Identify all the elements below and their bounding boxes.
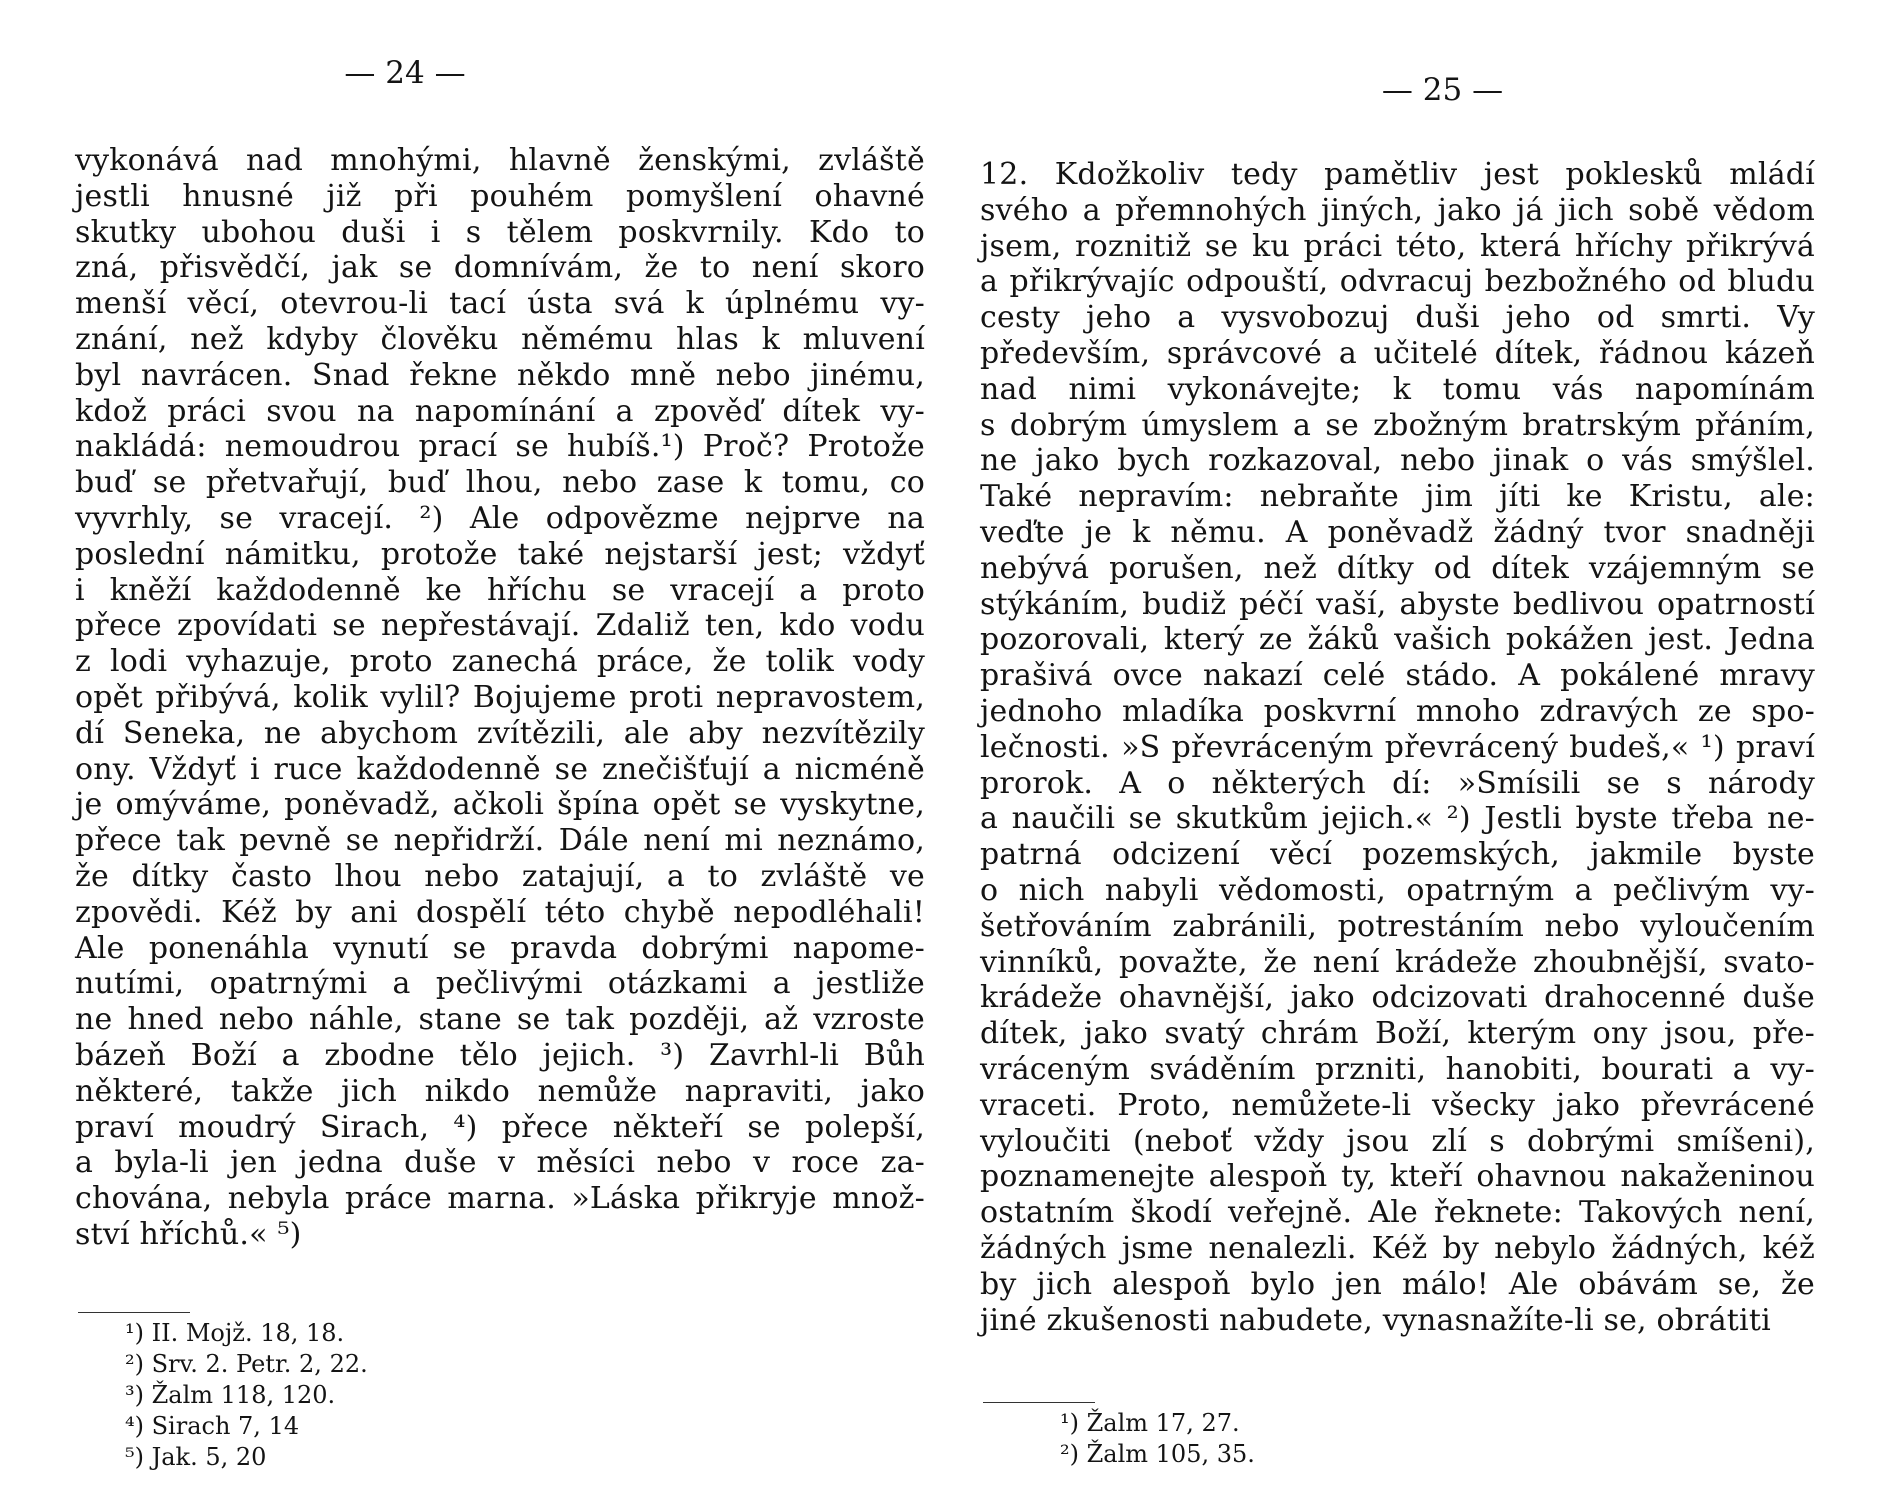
footnote: ³) Žalm 118, 120. [125,1381,336,1409]
footnotes [1060,1408,1255,1470]
text-line: z lodi vyhazuje, proto zanechá práce, že tolik vody [75,644,925,680]
footnote-rule [983,1402,1095,1403]
text-line: 12. Kdožkoliv tedy pamětliv jest poklesků mládí [980,157,1815,192]
text-line: je omýváme, poněvadž, ačkoli špína opět se vyskytne, [75,787,925,823]
text-line: veďte je k němu. A poněvadž žádný tvor snadněji [980,514,1815,550]
text-line: zná, přisvědčí, jak se domnívám, že to není skoro [75,250,925,286]
footnote: ¹) Žalm 17, 27. [1060,1409,1240,1437]
text-line: dí Seneka, ne abychom zvítězili, ale aby nezvítězily [75,715,925,751]
text-line: jiné zkušenosti nabudete, vynasnažíte-li se, obrátiti [980,1302,1771,1338]
text-line: Také nepravím: nebraňte jim jíti ke Kristu, ale: [980,479,1815,515]
text-line: ony. Vždyť i ruce každodenně se znečišťují a nicméně [75,751,925,787]
text-line: svého a přemnohých jiných, jako já jich sobě vědom [980,192,1815,228]
text-line: chována, nebyla práce marna. »Láska přikryje množ- [75,1181,925,1217]
text-line: Ale ponenáhla vynutí se pravda dobrými napome- [75,930,925,966]
footnote: ²) Srv. 2. Petr. 2, 22. [125,1350,368,1378]
text-line: vyvrhly, se vracejí. ²) Ale odpovězme nejprve na [75,500,925,536]
footnotes [125,1318,368,1473]
text-line: by jich alespoň bylo jen málo! Ale obávám se, že [980,1266,1815,1302]
page-number: — 24 — [344,55,466,91]
footnote: ⁴) Sirach 7, 14 [125,1412,300,1440]
text-line: žádných jsme nenalezli. Kéž by nebylo žádných, kéž [980,1230,1815,1266]
text-line: a byla-li jen jedna duše v měsíci nebo v roce za- [75,1145,925,1181]
text-line: praví moudrý Sirach, ⁴) přece někteří se polepší, [75,1109,925,1145]
text-line: vráceným sváděním przniti, hanobiti, bourati a vy- [980,1051,1815,1087]
text-line: skutky ubohou duši i s tělem poskvrnily. Kdo to [75,214,925,250]
text-line: některé, takže jich nikdo nemůže napraviti, jako [75,1073,925,1109]
footnote: ²) Žalm 105, 35. [1060,1440,1255,1468]
text-line: bázeň Boží a zbodne tělo jejich. ³) Zavrhl-li Bůh [75,1037,925,1073]
text-line: ne hned nebo náhle, stane se tak později, až vzroste [75,1002,925,1038]
text-line: menší věcí, otevrou-li tací ústa svá k úplnému vy- [75,286,925,322]
text-line: ství hříchů.« ⁵) [75,1216,302,1252]
text-line: nutími, opatrnými a pečlivými otázkami a jestliže [75,966,925,1002]
text-line: poznamenejte alespoň ty, kteří ohavnou nakaženinou [980,1159,1815,1195]
text-line: ne jako bych rozkazoval, nebo jinak o vás smýšlel. [980,443,1815,479]
left-page [75,0,925,1500]
text-line: prorok. A o některých dí: »Smísili se s národy [980,765,1815,801]
footnote: ¹) II. Mojž. 18, 18. [125,1319,345,1347]
text-line: dítek, jako svatý chrám Boží, kterým ony jsou, pře- [980,1016,1815,1052]
text-line: a přikrývajíc odpouští, odvracuj bezbožného od bludu [980,264,1815,300]
body-text [75,143,925,1253]
text-line: poslední námitku, protože také nejstarší jest; vždyť [75,536,925,572]
footnote-rule [78,1312,190,1313]
text-line: opět přibývá, kolik vylil? Bojujeme proti nepravostem, [75,679,925,715]
text-line: kdož práci svou na napomínání a zpověď dítek vy- [75,393,925,429]
text-line: cesty jeho a vysvobozuj duši jeho od smrti. Vy [980,300,1815,336]
text-line: s dobrým úmyslem a se zbožným bratrským přáním, [980,407,1815,443]
text-line: nakládá: nemoudrou prací se hubíš.¹) Proč? Protože [75,429,925,465]
text-line: přece tak pevně se nepřidrží. Dále není mi neznámo, [75,823,925,859]
text-line: stýkáním, budiž péčí vaší, abyste bedlivou opatrností [980,586,1815,622]
text-line: jestli hnusné již při pouhém pomyšlení ohavné [75,178,925,214]
text-line: vraceti. Proto, nemůžete-li všecky jako převrácené [980,1087,1815,1123]
text-line: šetřováním zabránili, potrestáním nebo vyloučením [980,908,1815,944]
text-line: byl navrácen. Snad řekne někdo mně nebo jinému, [75,357,925,393]
text-line: vykonává nad mnohými, hlavně ženskými, zvláště [75,143,925,178]
text-line: vyloučiti (neboť vždy jsou zlí s dobrými smíšeni), [980,1123,1815,1159]
text-line: především, správcové a učitelé dítek, řádnou kázeň [980,335,1815,371]
text-line: nebývá porušen, než dítky od dítek vzájemným se [980,550,1815,586]
text-line: i kněží každodenně ke hříchu se vracejí a proto [75,572,925,608]
text-line: prašivá ovce nakazí celé stádo. A pokálené mravy [980,658,1815,694]
body-text [980,157,1815,1338]
text-line: krádeže ohavnější, jako odcizovati drahocenné duše [980,980,1815,1016]
text-line: buď se přetvařují, buď lhou, nebo zase k tomu, co [75,465,925,501]
right-page [980,0,1815,1500]
text-line: ostatním škodí veřejně. Ale řeknete: Takových není, [980,1195,1815,1231]
text-line: že dítky často lhou nebo zatajují, a to zvláště ve [75,858,925,894]
text-line: lečnosti. »S převráceným převrácený budeš,« ¹) praví [980,729,1815,765]
text-line: vinníků, považte, že není krádeže zhoubnější, svato- [980,944,1815,980]
text-line: jsem, roznitiž se ku práci této, která hříchy přikrývá [980,228,1815,264]
text-line: pozorovali, který ze žáků vašich pokážen jest. Jedna [980,622,1815,658]
text-line: nad nimi vykonávejte; k tomu vás napomínám [980,371,1815,407]
text-line: znání, než kdyby člověku němému hlas k mluvení [75,321,925,357]
page-number: — 25 — [1381,72,1504,108]
text-line: jednoho mladíka poskvrní mnoho zdravých ze spo- [980,693,1815,729]
text-line: a naučili se skutkům jejich.« ²) Jestli byste třeba ne- [980,801,1815,837]
text-line: zpovědi. Kéž by ani dospělí této chybě nepodléhali! [75,894,925,930]
text-line: o nich nabyli vědomosti, opatrným a pečlivým vy- [980,872,1815,908]
footnote: ⁵) Jak. 5, 20 [125,1443,267,1471]
text-line: přece zpovídati se nepřestávají. Zdaliž ten, kdo vodu [75,608,925,644]
text-line: patrná odcizení věcí pozemských, jakmile byste [980,837,1815,873]
